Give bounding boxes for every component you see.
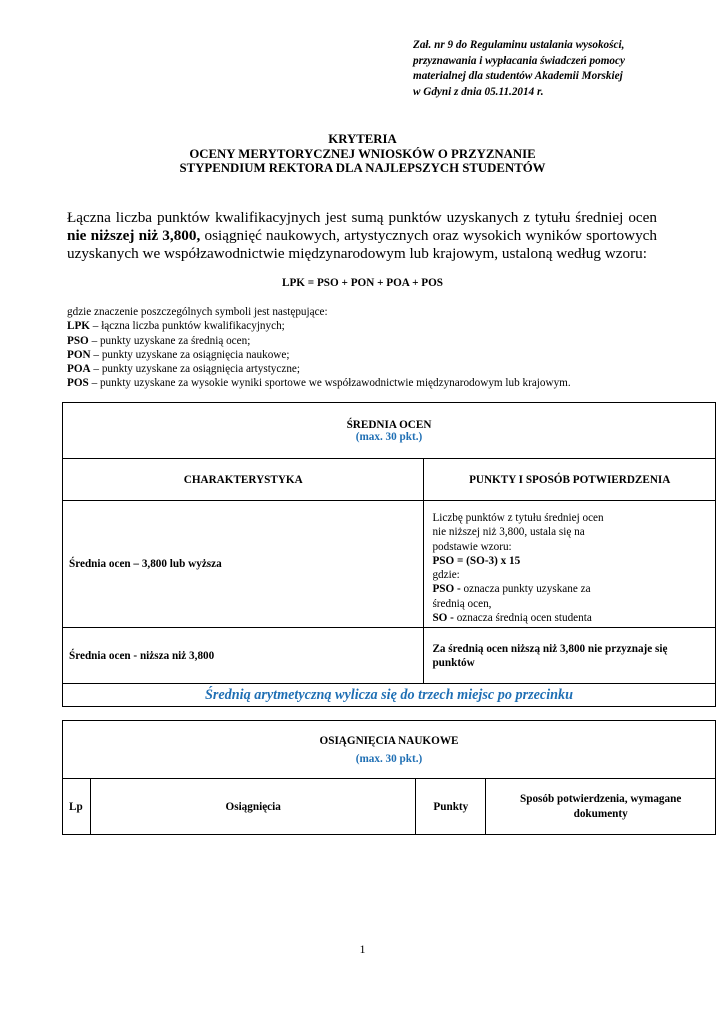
intro-text-1: Łączna liczba punktów kwalifikacyjnych jest sumą punktów uzyskanych z tytułu średniej ocen	[67, 209, 657, 226]
page-number: 1	[359, 942, 366, 956]
legend-symbol: PON	[67, 348, 91, 361]
column-header-points: Punkty	[416, 779, 486, 835]
pso-formula: PSO = (SO-3) x 15	[432, 554, 521, 567]
legend-text: – punkty uzyskane za osiągnięcia naukowe;	[90, 348, 290, 361]
column-header-points: PUNKTY I SPOSÓB POTWIERDZENIA	[424, 459, 716, 501]
table-title: ŚREDNIA OCEN	[346, 418, 432, 431]
pso-symbol: PSO -	[432, 583, 461, 596]
rule-line: Liczbę punktów z tytułu średniej ocen	[432, 512, 604, 524]
no-points-note: Za średnią ocen niższą niż 3,800 nie przyznaje się punktów	[424, 628, 716, 684]
row-label-high-average: Średnia ocen – 3,800 lub wyższa	[63, 501, 424, 628]
scientific-achievements-table	[62, 720, 716, 835]
legend-text: – punkty uzyskane za osiągnięcia artystyczne;	[90, 363, 301, 376]
legend-symbol: PSO	[67, 334, 89, 347]
grade-average-table	[62, 402, 716, 707]
intro-paragraph	[67, 209, 657, 263]
max-points-label: (max. 30 pkt.)	[355, 752, 423, 765]
table-title-row	[63, 721, 716, 779]
title-line-1: KRYTERIA	[328, 132, 397, 146]
legend-item	[67, 362, 667, 376]
annex-note-line: Zał. nr 9 do Regulaminu ustalania wysokości,	[413, 39, 625, 51]
max-points-label: (max. 30 pkt.)	[355, 430, 423, 443]
column-header-lp: Lp	[63, 779, 91, 835]
legend-symbol: POS	[67, 377, 89, 390]
legend-text: – punkty uzyskane za wysokie wyniki sportowe we współzawodnictwie międzynarodowym lub krajowym.	[88, 377, 571, 390]
table-title: OSIĄGNIĘCIA NAUKOWE	[319, 734, 459, 747]
table-header-row	[63, 459, 716, 501]
intro-text-2: osiągnięć naukowych, artystycznych oraz wysokich wyników sportowych uzyskanych we współzawodnictwie międzynarodowym lub krajowym, ustaloną według wzoru:	[67, 227, 658, 262]
pso-desc: oznacza punkty uzyskane za	[460, 583, 591, 596]
pso-desc-cont: średnią ocen,	[432, 597, 492, 610]
table-row	[63, 628, 716, 684]
column-header-achievements: Osiągnięcia	[90, 779, 415, 835]
table-footer-row	[63, 684, 716, 707]
legend-text: – łączna liczba punktów kwalifikacyjnych;	[90, 320, 285, 333]
document-title	[0, 132, 725, 176]
so-symbol: SO -	[432, 612, 454, 625]
rounding-note: Średnią arytmetyczną wylicza się do trzech miejsc po przecinku	[63, 684, 716, 707]
symbol-legend	[67, 305, 667, 391]
table-title-row	[63, 403, 716, 459]
table-title-cell	[63, 721, 716, 779]
legend-item	[67, 334, 667, 348]
main-formula: LPK = PSO + PON + POA + POS	[282, 277, 443, 289]
row-label-low-average: Średnia ocen - niższa niż 3,800	[63, 628, 424, 684]
legend-item	[67, 319, 667, 333]
rule-line: nie niższej niż 3,800, ustala się na	[432, 526, 585, 539]
table-header-row	[63, 779, 716, 835]
column-header-proof: Sposób potwierdzenia, wymagane dokumenty	[486, 779, 716, 835]
legend-item	[67, 376, 667, 390]
legend-heading: gdzie znaczenie poszczególnych symboli jest następujące:	[67, 306, 328, 318]
legend-symbol: LPK	[67, 320, 90, 333]
legend-item	[67, 348, 667, 362]
title-line-3: STYPENDIUM REKTORA DLA NAJLEPSZYCH STUDENTÓW	[179, 161, 546, 175]
legend-text: – punkty uzyskane za średnią ocen;	[88, 334, 251, 347]
column-header-characteristics: CHARAKTERYSTYKA	[63, 459, 424, 501]
title-line-2: OCENY MERYTORYCZNEJ WNIOSKÓW O PRZYZNANIE	[189, 146, 536, 161]
table-row	[63, 501, 716, 628]
so-desc: oznacza średnią ocen studenta	[453, 612, 592, 625]
table-title-cell	[63, 403, 716, 459]
annex-note-line: materialnej dla studentów Akademii Morskiej	[413, 70, 623, 82]
rule-line: gdzie:	[432, 569, 460, 582]
intro-text-bold: nie niższej niż 3,800,	[67, 227, 201, 244]
rule-line: podstawie wzoru:	[432, 540, 512, 553]
legend-symbol: POA	[67, 363, 91, 376]
points-rule-cell	[424, 501, 716, 628]
annex-note-line: w Gdyni z dnia 05.11.2014 r.	[413, 85, 544, 98]
annex-note	[413, 38, 713, 100]
annex-note-line: przyznawania i wypłacania świadczeń pomocy	[413, 54, 625, 67]
